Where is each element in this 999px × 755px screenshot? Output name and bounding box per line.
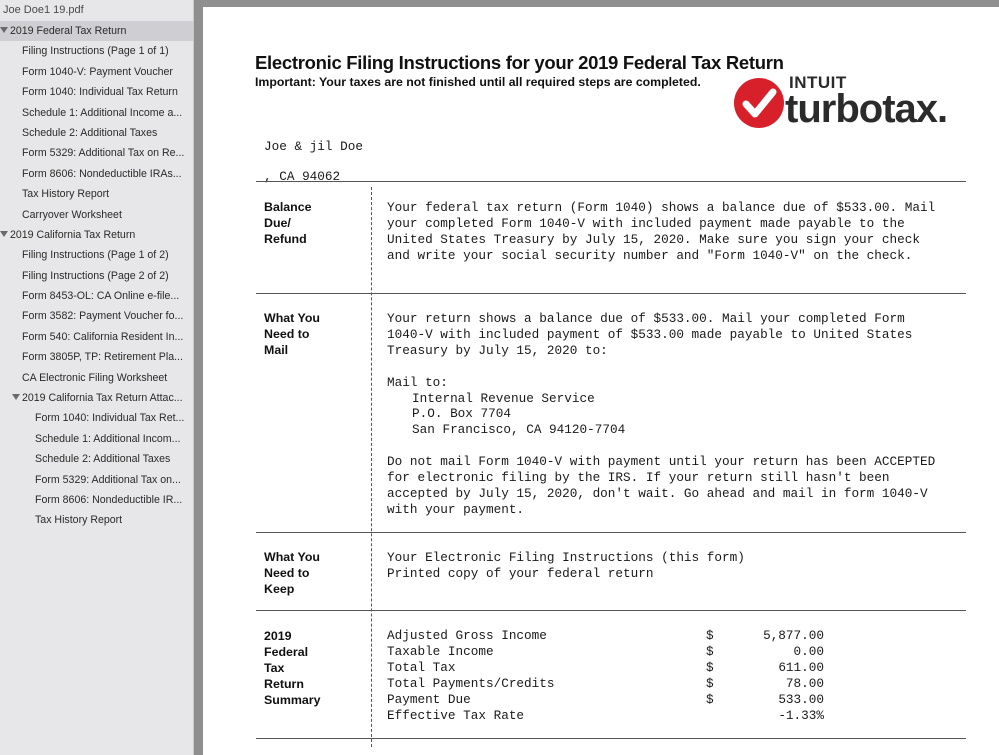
- taxpayer-address: , CA 94062: [264, 169, 341, 184]
- mail-text: Your return shows a balance due of $533.00. Mail your completed Form 1040-V with included payment of $533.00 made payable to United States Treasury by July 15, 2020 to: Mail to: Internal Revenue Service P.O. Box 7704 San Francisco, CA 94120-7704 Do not mail Form 1040-V with payment until your return has been ACCEPTED for electronic filing by the IRS. If your return still hasn't been accepted by July 15, 2020, don't wait. Go ahead and mail in form 1040-V with your payment.: [387, 311, 947, 518]
- intuit-wordmark: INTUIT: [789, 73, 847, 92]
- divider: [256, 293, 966, 294]
- divider: [256, 610, 966, 611]
- bookmark-ca-attachments[interactable]: 2019 California Tax Return Attac...: [0, 388, 193, 408]
- table-row: Taxable Income $ 0.00: [387, 644, 824, 659]
- bookmark-item[interactable]: Schedule 2: Additional Taxes: [35, 453, 171, 466]
- bookmark-item[interactable]: Form 1040: Individual Tax Ret...: [35, 412, 185, 425]
- page-subtitle: Important: Your taxes are not finished until all required steps are completed.: [255, 75, 701, 89]
- divider: [256, 181, 966, 182]
- bookmark-item[interactable]: Form 8606: Nondeductible IRAs...: [22, 167, 182, 180]
- bookmark-federal-return[interactable]: 2019 Federal Tax Return: [0, 21, 193, 41]
- balance-label: Balance Due/ Refund: [264, 200, 312, 246]
- pdf-page: [203, 7, 999, 755]
- document-filename: Joe Doe1 19.pdf: [3, 4, 84, 16]
- irs-city: San Francisco, CA 94120-7704: [412, 422, 626, 438]
- keep-text: Your Electronic Filing Instructions (this form) Printed copy of your federal return: [387, 550, 745, 581]
- table-row: Effective Tax Rate -1.33%: [387, 708, 824, 723]
- bookmark-item[interactable]: Filing Instructions (Page 1 of 2): [22, 249, 169, 262]
- bookmark-item[interactable]: Form 5329: Additional Tax on Re...: [22, 147, 185, 160]
- balance-text: Your federal tax return (Form 1040) shows a balance due of $533.00. Mail your completed Form 1040-V with included payment made payable to the United States Treasury by July 15, 2020. Make sure you sign your check and write your social security number and "Form 1040-V" on the check.: [387, 200, 936, 263]
- turbotax-logo: [733, 73, 968, 133]
- bookmark-item[interactable]: Form 8453-OL: CA Online e-file...: [22, 290, 180, 303]
- bookmark-item[interactable]: Filing Instructions (Page 1 of 1): [22, 45, 169, 58]
- checkmark-logo-icon: [733, 77, 785, 129]
- bookmark-item[interactable]: Tax History Report: [22, 188, 110, 201]
- disclosure-triangle-icon[interactable]: [0, 231, 8, 237]
- bookmark-item[interactable]: Form 3805P, TP: Retirement Pla...: [22, 351, 183, 364]
- bookmark-item[interactable]: CA Electronic Filing Worksheet: [22, 371, 168, 384]
- irs-name: Internal Revenue Service: [412, 390, 595, 406]
- sidebar: [0, 0, 194, 755]
- bookmark-tree: [0, 21, 193, 531]
- bookmark-item[interactable]: Form 3582: Payment Voucher fo...: [22, 310, 184, 323]
- keep-label: What You Need to Keep: [264, 550, 320, 596]
- table-row: Adjusted Gross Income $ 5,877.00: [387, 628, 824, 643]
- divider: [256, 532, 966, 533]
- disclosure-triangle-icon[interactable]: [0, 27, 8, 33]
- summary-table: [387, 628, 824, 724]
- column-divider: [371, 187, 372, 747]
- mail-label: What You Need to Mail: [264, 311, 320, 357]
- turbotax-wordmark: turbotax.: [785, 87, 948, 131]
- bookmark-item[interactable]: Schedule 1: Additional Income a...: [22, 106, 183, 119]
- bookmark-item[interactable]: Form 1040-V: Payment Voucher: [22, 65, 173, 78]
- taxpayer-name: Joe & jil Doe: [264, 139, 363, 154]
- bookmark-item[interactable]: Schedule 1: Additional Incom...: [35, 432, 181, 445]
- bookmark-item[interactable]: Tax History Report: [35, 514, 123, 527]
- bookmark-california-return[interactable]: 2019 California Tax Return: [0, 225, 193, 245]
- bookmark-item[interactable]: Form 1040: Individual Tax Return: [22, 86, 178, 99]
- bookmark-item[interactable]: Form 5329: Additional Tax on...: [35, 473, 181, 486]
- table-row: Payment Due $ 533.00: [387, 692, 824, 707]
- summary-label: 2019 Federal Tax Return Summary: [264, 629, 321, 707]
- irs-po-box: P.O. Box 7704: [412, 406, 511, 422]
- bookmark-item[interactable]: Carryover Worksheet: [22, 208, 122, 221]
- table-row: Total Tax $ 611.00: [387, 660, 824, 675]
- disclosure-triangle-icon[interactable]: [12, 394, 20, 400]
- bookmark-item[interactable]: Form 8606: Nondeductible IR...: [35, 493, 183, 506]
- bookmark-item[interactable]: Form 540: California Resident In...: [22, 330, 184, 343]
- table-row: Total Payments/Credits $ 78.00: [387, 676, 824, 691]
- divider: [256, 738, 966, 739]
- bookmark-item[interactable]: Schedule 2: Additional Taxes: [22, 126, 158, 139]
- page-title: Electronic Filing Instructions for your 2019 Federal Tax Return: [255, 52, 784, 73]
- bookmark-item[interactable]: Filing Instructions (Page 2 of 2): [22, 269, 169, 282]
